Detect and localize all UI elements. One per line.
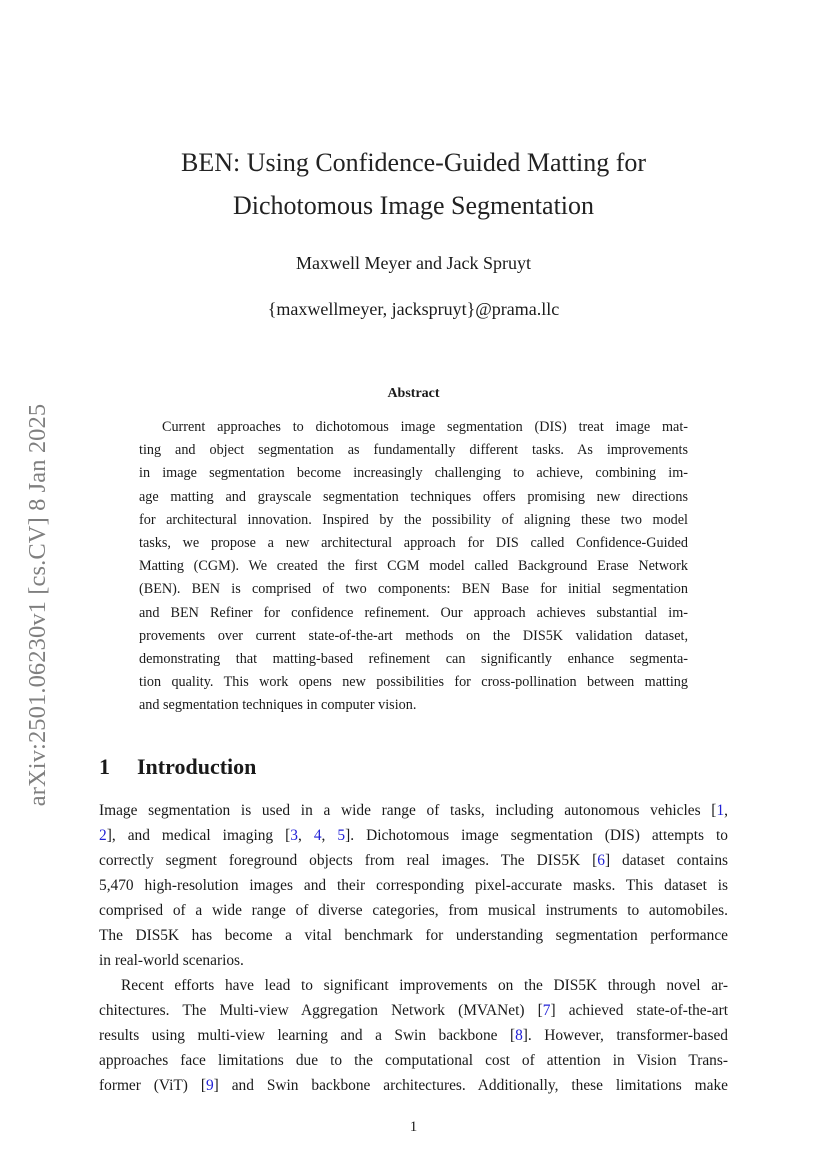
intro-line: Recent efforts have lead to significant improvements on the DIS5K through novel ar- xyxy=(121,977,728,994)
citation-link[interactable]: 4 xyxy=(313,827,322,844)
paper-title-line-1: BEN: Using Confidence-Guided Matting for xyxy=(180,148,647,177)
intro-line: 5,470 high-resolution images and their corresponding pixel-accurate masks. This dataset is xyxy=(99,877,728,894)
intro-line xyxy=(99,1023,728,1048)
intro-line xyxy=(99,998,728,1023)
author-names: Maxwell Meyer and Jack Spruyt xyxy=(296,253,531,273)
citation-link[interactable]: 8 xyxy=(515,1027,523,1044)
intro-text: former (ViT) [ xyxy=(99,1077,206,1094)
intro-text: ]. Dichotomous image segmentation (DIS) attempts to xyxy=(345,827,728,844)
abstract-line: and segmentation techniques in computer vision. xyxy=(139,697,417,714)
intro-text: correctly segment foreground objects from real images. The DIS5K [ xyxy=(99,852,598,869)
intro-text: ] dataset contains xyxy=(604,852,729,869)
intro-text: results using multi-view learning and a Swin backbone [ xyxy=(99,1027,516,1044)
abstract-line: in image segmentation become increasingly challenging to achieve, combining im- xyxy=(139,465,688,482)
introduction-body xyxy=(99,798,728,1098)
citation-link[interactable]: 7 xyxy=(542,1002,551,1019)
page-number: 1 xyxy=(409,1119,418,1135)
abstract-line: provements over current state-of-the-art methods on the DIS5K validation dataset, xyxy=(139,627,688,644)
citation-link[interactable]: 2 xyxy=(99,827,107,844)
abstract-line: ting and object segmentation as fundamentally different tasks. As improvements xyxy=(139,442,688,459)
intro-line xyxy=(99,848,728,873)
intro-text: ] and Swin backbone architectures. Additionally, these limitations make xyxy=(213,1077,729,1094)
intro-line xyxy=(99,798,728,823)
intro-text: , xyxy=(297,827,314,844)
abstract-line: (BEN). BEN is comprised of two components: BEN Base for initial segmentation xyxy=(139,581,688,598)
arxiv-identifier-stamp[interactable]: arXiv:2501.06230v1 [cs.CV] 8 Jan 2025 xyxy=(24,403,51,807)
paper-title-line-2: Dichotomous Image Segmentation xyxy=(232,191,595,220)
intro-text: ], and medical imaging [ xyxy=(106,827,291,844)
citation-link[interactable]: 9 xyxy=(205,1077,214,1094)
citation-link[interactable]: 6 xyxy=(597,852,605,869)
abstract-line: demonstrating that matting-based refinement can significantly enhance segmenta- xyxy=(139,650,688,667)
intro-text: chitectures. The Multi-view Aggregation Network (MVANet) [ xyxy=(99,1002,543,1019)
intro-text: , xyxy=(321,827,338,844)
abstract-line: Matting (CGM). We created the first CGM model called Background Erase Network xyxy=(139,558,688,575)
section-title: Introduction xyxy=(137,754,257,779)
intro-text: , xyxy=(724,802,728,819)
intro-line xyxy=(99,1073,728,1098)
intro-line: The DIS5K has become a vital benchmark for understanding segmentation performance xyxy=(99,927,728,944)
abstract-line: and BEN Refiner for confidence refinement. Our approach achieves substantial im- xyxy=(139,604,688,621)
intro-line: approaches face limitations due to the computational cost of attention in Vision Trans- xyxy=(99,1052,728,1069)
paper-title xyxy=(100,141,727,227)
citation-link[interactable]: 1 xyxy=(716,802,725,819)
intro-text: ]. However, transformer-based xyxy=(522,1027,728,1044)
intro-line xyxy=(99,823,728,848)
abstract-body xyxy=(139,416,688,717)
abstract-line: for architectural innovation. Inspired by the possibility of aligning these two model xyxy=(139,511,688,528)
citation-link[interactable]: 5 xyxy=(337,827,346,844)
abstract-line: tion quality. This work opens new possibilities for cross-pollination between matting xyxy=(139,674,688,691)
intro-line: in real-world scenarios. xyxy=(99,952,244,969)
section-number: 1 xyxy=(99,754,110,779)
intro-text: Image segmentation is used in a wide range of tasks, including autonomous vehicles [ xyxy=(99,802,717,819)
citation-link[interactable]: 3 xyxy=(290,827,298,844)
abstract-line: tasks, we propose a new architectural approach for DIS called Confidence-Guided xyxy=(139,534,688,551)
abstract-line: age matting and grayscale segmentation techniques offers promising new directions xyxy=(139,488,688,505)
intro-text: ] achieved state-of-the-art xyxy=(550,1002,728,1019)
section-heading-introduction xyxy=(99,753,256,781)
intro-line: comprised of a wide range of diverse categories, from musical instruments to automobiles. xyxy=(99,902,728,919)
abstract-line: Current approaches to dichotomous image segmentation (DIS) treat image mat- xyxy=(162,419,688,435)
abstract-heading: Abstract xyxy=(387,386,440,401)
author-emails: {maxwellmeyer, jackspruyt}@prama.llc xyxy=(267,299,560,319)
